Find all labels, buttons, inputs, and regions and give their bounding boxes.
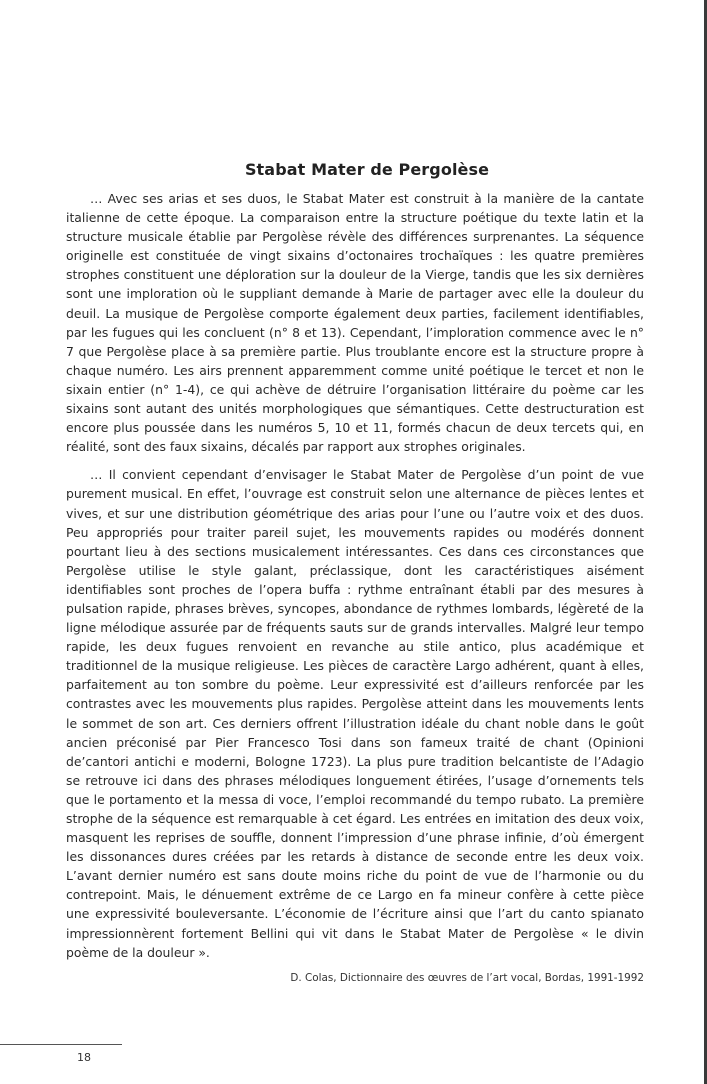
footer-rule [0, 1044, 122, 1045]
page-number: 18 [77, 1051, 91, 1064]
paragraph-2: … Il convient cependant d’envisager le Stabat Mater de Pergolèse d’un point de vue purement musical. En effet, l’ouvrage est construit selon une alternance de pièces lentes et vives, et sur une distribution géométrique des arias pour l’une ou l’autre voix et des duos. Peu appropriés pour traiter pareil sujet, les mouvements rapides ou modérés donnent pourtant lieu à des sections musicalement intéressantes. Ces dans ces circonstances que Pergolèse utilise le style galant, préclassique, dont les caractéristiques aisément identifiables sont proches de l’opera buffa : rythme entraînant établi par des mesures à pulsation rapide, phrases brèves, syncopes, abondance de rythmes lombards, légèreté de la ligne mélodique assurée par de fréquents sauts sur de grands intervalles. Malgré leur tempo rapide, les deux fugues renvoient en revanche au stile antico, plus académique et traditionnel de la musique religieuse. Les pièces de caractère Largo adhérent, quant à elles, parfaitement au ton sombre du poème. Leur expressivité est d’ailleurs renforcée par les contrastes avec les mouvements plus rapides. Pergolèse atteint dans les mouvements lents le sommet de son art. Ces derniers offrent l’illustration idéale du chant noble dans le goût ancien préconisé par Pier Francesco Tosi dans son fameux traité de chant (Opinioni de’cantori antichi e moderni, Bologne 1723). La plus pure tradition belcantiste de l’Adagio se retrouve ici dans des phrases mélodiques longuement étirées, l’usage d’ornements tels que le portamento et la messa di voce, l’emploi recommandé du tempo rubato. La première strophe de la séquence est remarquable à cet égard. Les entrées en imitation des deux voix, masquent les reprises de souffle, donnent l’impression d’une phrase infinie, d’où émergent les dissonances dures créées par les retards à distance de seconde entre les deux voix. L’avant dernier numéro est sans doute moins riche du point de vue de l’harmonie ou du contrepoint. Mais, le dénuement extrême de ce Largo en fa mineur confère à cette pièce une expressivité bouleversante. L’économie de l’écriture ainsi que l’art du canto spianato impressionnèrent fortement Bellini qui vit dans le Stabat Mater de Pergolèse « le divin poème de la douleur ». [66, 467, 644, 960]
article [66, 160, 644, 984]
source-citation: D. Colas, Dictionnaire des œuvres de l’art vocal, Bordas, 1991-1992 [290, 971, 644, 984]
article-title: Stabat Mater de Pergolèse [244, 160, 490, 179]
paragraph-1: … Avec ses arias et ses duos, le Stabat Mater est construit à la manière de la cantate italienne de cette époque. La comparaison entre la structure poétique du texte latin et la structure musicale établie par Pergolèse révèle des différences surprenantes. La séquence originelle est constituée de vingt sixains d’octonaires trochaïques : les quatre premières strophes constituent une déploration sur la douleur de la Vierge, tandis que les six dernières sont une imploration où le suppliant demande à Marie de partager avec elle la douleur du deuil. La musique de Pergolèse comporte également deux parties, facilement identifiables, par les fugues qui les concluent (n° 8 et 13). Cependant, l’imploration commence avec le n° 7 que Pergolèse place à sa première partie. Plus troublante encore est la structure propre à chaque numéro. Les airs prennent apparemment comme unité poétique le tercet et non le sixain entier (n° 1-4), ce qui achève de détruire l’organisation littéraire du poème car les sixains sont autant des unités morphologiques que sémantiques. Cette destructuration est encore plus poussée dans les numéros 5, 10 et 11, formés chacun de deux tercets qui, en réalité, sont des faux sixains, décalés par rapport aux strophes originales. [66, 191, 644, 455]
